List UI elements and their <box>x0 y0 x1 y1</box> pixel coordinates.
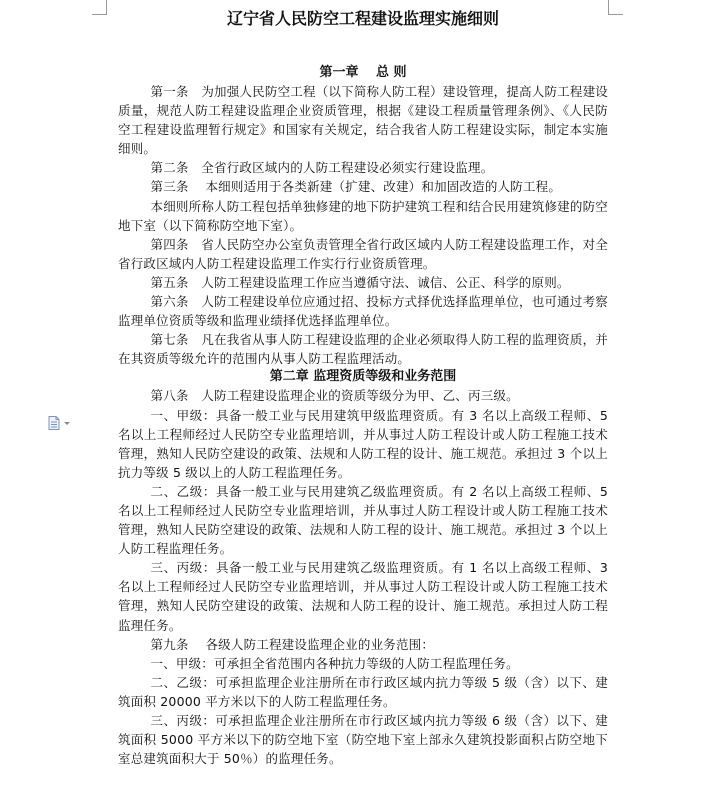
article-paragraph: 第二条 全省行政区域内的人防工程建设必须实行建设监理。 <box>150 160 494 176</box>
article-paragraph: 第七条 凡在我省从事人防工程建设监理的企业必须取得人防工程的监理资质，并在其资质等级允许的范围内从事人防工程监理活动。 <box>118 332 608 367</box>
article-paragraph: 第四条 省人民防空办公室负责管理全省行政区域内人防工程建设监理工作，对全省行政区域内人防工程建设监理工作实行行业资质管理。 <box>118 236 608 271</box>
chapter-heading: 第一章 总 则 <box>319 65 407 80</box>
article-paragraph: 第五条 人防工程建设监理工作应当遵循守法、诚信、公正、科学的原则。 <box>150 274 570 290</box>
article-paragraph: 第三条 本细则适用于各类新建（扩建、改建）和加固改造的人防工程。 <box>150 179 562 195</box>
article-paragraph: 三、丙级：可承担监理企业注册所在市行政区域内抗力等级 6 级（含）以下、建筑面积 5000 平方米以下的防空地下室（防空地下室上部永久建筑投影面积占防空地下室总建筑面积大于 50％）的监理任务。 <box>118 713 608 767</box>
article-paragraph: 二、乙级：具备一般工业与民用建筑乙级监理资质。有 2 名以上高级工程师、5 名以上工程师经过人民防空专业监理培训，并从事过人防工程设计或人防工程施工技术管理，熟知人民防空建设的政策、法规和人防工程的设计、施工规范。承担过 3 个以上人防工程监理任务。 <box>118 483 608 557</box>
document-icon[interactable] <box>48 415 74 429</box>
article-paragraph: 一、甲级：可承担全省范围内各种抗力等级的人防工程监理任务。 <box>150 655 519 671</box>
article-paragraph: 二、乙级：可承担监理企业注册所在市行政区域内抗力等级 5 级（含）以下、建筑面积 20000 平方米以下的人防工程监理任务。 <box>118 674 608 709</box>
article-paragraph: 第九条 各级人防工程建设监理企业的业务范围： <box>150 636 435 652</box>
article-paragraph: 本细则所称人防工程包括单独修建的地下防护建筑工程和结合民用建筑修建的防空地下室（以下简称防空地下室）。 <box>118 198 608 233</box>
article-paragraph: 第六条 人防工程建设单位应通过招、投标方式择优选择监理单位，也可通过考察监理单位资质等级和监理业绩择优选择监理单位。 <box>118 294 608 329</box>
document-page <box>118 8 608 768</box>
page-corner-mark-left <box>92 0 107 15</box>
page-corner-mark-right <box>608 0 623 15</box>
document-title: 辽宁省人民防空工程建设监理实施细则 <box>226 9 499 28</box>
article-paragraph: 一、甲级：具备一般工业与民用建筑甲级监理资质。有 3 名以上高级工程师、5 名以上工程师经过人民防空专业监理培训，并从事过人防工程设计或人防工程施工技术管理，熟知人民防空建设的政策、法规和人防工程的设计、施工规范。承担过 3 个以上抗力等级 5 级以上的人防工程监理任务。 <box>118 407 608 480</box>
chapter-heading: 第二章 监理资质等级和业务范围 <box>269 369 457 385</box>
article-paragraph: 第一条 为加强人民防空工程（以下简称人防工程）建设管理，提高人防工程建设质量，规范人防工程建设监理企业资质管理，根据《建设工程质量管理条例》、《人民防空工程建设监理暂行规定》和国家有关规定，结合我省人防工程建设实际，制定本实施细则。 <box>118 84 608 157</box>
article-paragraph: 三、丙级：具备一般工业与民用建筑乙级监理资质。有 1 名以上高级工程师、3 名以上工程师经过人民防空专业监理培训，并从事过人防工程设计或人防工程施工技术管理，熟知人民防空建设的政策、法规和人防工程的设计、施工规范。承担过人防工程监理任务。 <box>118 560 608 633</box>
article-paragraph: 第八条 人防工程建设监理企业的资质等级分为甲、乙、丙三级。 <box>150 388 519 404</box>
